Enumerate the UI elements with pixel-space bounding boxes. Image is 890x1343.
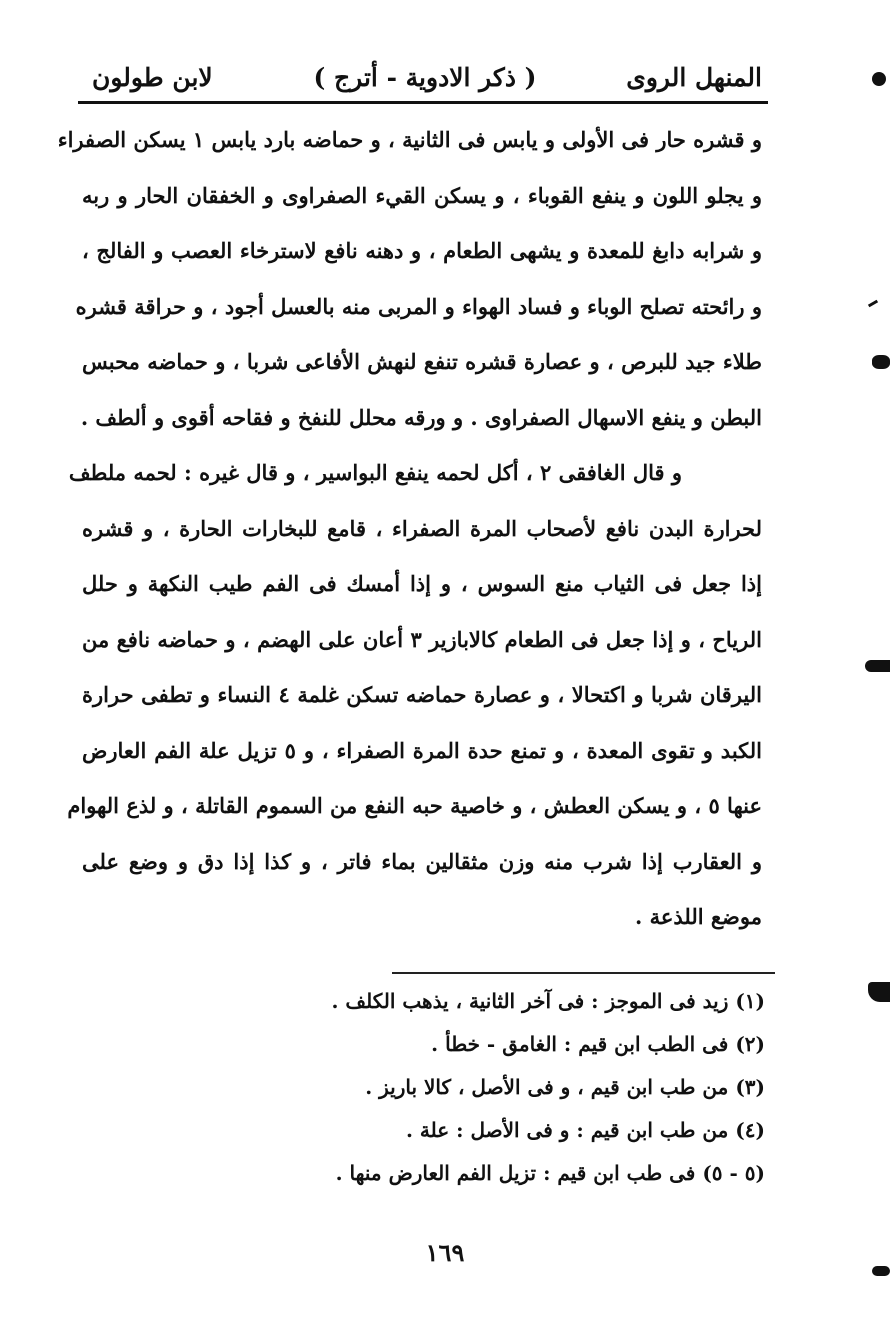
text-line: الرياح ، و إذا جعل فى الطعام كالابازير ٣ أعان على الهضم ، و حماضه نافع من	[82, 626, 762, 652]
text-line: و رائحته تصلح الوباء و فساد الهواء و المربى منه بالعسل أجود ، و حراقة قشره	[75, 293, 762, 319]
footnote: (٥ - ٥) فى طب ابن قيم : تزيل الفم العارض منها .	[335, 1161, 765, 1185]
footnote-rule	[392, 972, 775, 974]
text-line: و العقارب إذا شرب منه وزن مثقالين بماء فاتر ، و كذا إذا دق و وضع على	[82, 848, 762, 874]
running-header	[80, 58, 770, 98]
footnote: (٤) من طب ابن قيم : و فى الأصل : علة .	[405, 1118, 765, 1142]
text-line: و شرابه دابغ للمعدة و يشهى الطعام ، و دهنه نافع لاسترخاء العصب و الفالج ،	[82, 238, 762, 263]
footnote: (١) زيد فى الموجز : فى آخر الثانية ، يذهب الكلف .	[331, 989, 765, 1013]
header-author: لابن طولون	[92, 63, 213, 92]
footnotes	[245, 980, 765, 1195]
scan-mark	[868, 982, 890, 1002]
header-section-title: ( ذكر الادوية - أترج )	[313, 63, 537, 92]
text-line: إذا جعل فى الثياب منع السوس ، و إذا أمسك فى الفم طيب النكهة و حلل	[82, 571, 762, 596]
text-line: و قال الغافقى ٢ ، أكل لحمه ينفع البواسير ، و قال غيره : لحمه ملطف	[68, 460, 682, 485]
text-line: و قشره حار فى الأولى و يابس فى الثانية ، و حماضه بارد يابس ١ يسكن الصفراء	[57, 127, 762, 152]
scan-mark	[865, 660, 890, 672]
header-book-title: المنهل الروى	[626, 63, 762, 92]
text-line: اليرقان شربا و اكتحالا ، و عصارة حماضه تسكن غلمة ٤ النساء و تطفى حرارة	[82, 682, 762, 707]
footnote: (٣) من طب ابن قيم ، و فى الأصل ، كالا باريز .	[365, 1075, 765, 1099]
text-line: موضع اللذعة .	[634, 904, 762, 929]
text-line: طلاء جيد للبرص ، و عصارة قشره تنفع لنهش الأفاعى شربا ، و حماضه محبس	[82, 349, 762, 374]
text-line: البطن و ينفع الاسهال الصفراوى . و ورقه محلل للنفخ و فقاحه أقوى و ألطف .	[80, 404, 762, 430]
text-line: و يجلو اللون و ينفع القوباء ، و يسكن القيء الصفراوى و الخفقان الحار و ربه	[82, 182, 762, 208]
text-line: عنها ٥ ، و يسكن العطش ، و خاصية حبه النفع من السموم القاتلة ، و لذع الهوام	[67, 793, 762, 818]
main-text	[57, 112, 762, 945]
scan-mark	[868, 300, 878, 308]
scan-mark	[872, 355, 890, 369]
text-line: الكبد و تقوى المعدة ، و تمنع حدة المرة الصفراء ، و ٥ تزيل علة الفم العارض	[82, 737, 762, 763]
page-number: ١٦٩	[425, 1238, 465, 1267]
scan-mark	[872, 72, 886, 86]
header-rule	[78, 101, 768, 104]
scan-mark	[872, 1266, 890, 1276]
text-line: لحرارة البدن نافع لأصحاب المرة الصفراء ، قامع للبخارات الحارة ، و قشره	[82, 515, 762, 541]
footnote: (٢) فى الطب ابن قيم : الغامق - خطأ .	[431, 1032, 765, 1056]
